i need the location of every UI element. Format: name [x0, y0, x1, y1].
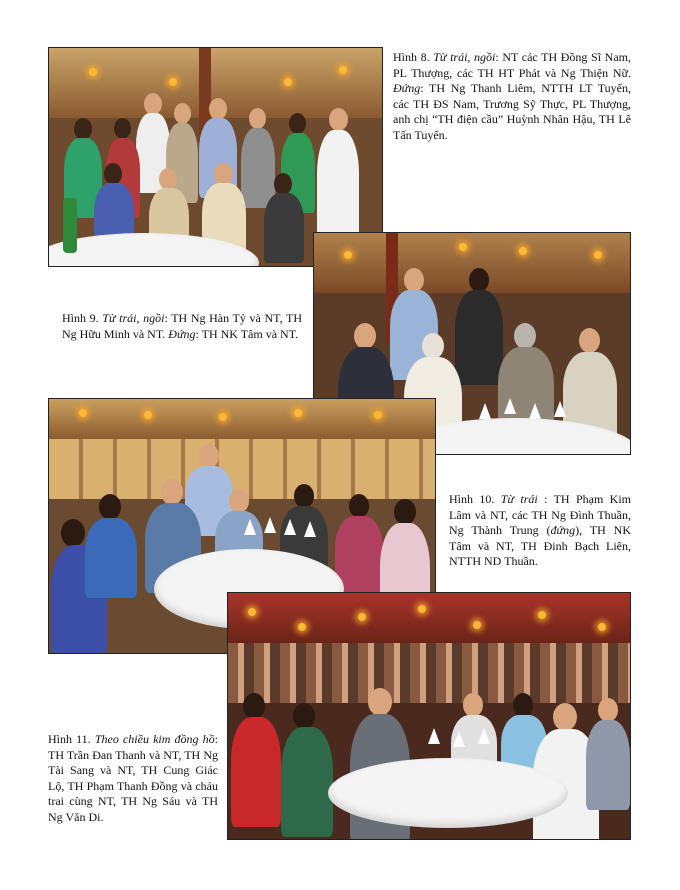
napkin [453, 731, 465, 747]
caption-hinh-11: Hình 11. Theo chiều kim đồng hồ: TH Trần Đan Thanh và NT, TH Ng Tài Sang và NT, TH Cung Giác Lộ, TH Phạm Thanh Đồng và cháu trai cùng NT, TH Ng Sáu và TH Ng Văn Di. [48, 732, 219, 824]
photo-ceiling [228, 593, 630, 643]
lamp [358, 613, 366, 621]
lamp [339, 66, 347, 74]
lamp [294, 409, 302, 417]
lamp [284, 78, 292, 86]
lamp [594, 251, 602, 259]
lamp [248, 608, 256, 616]
napkin [554, 401, 566, 417]
lamp [89, 68, 97, 76]
caption-hinh-10: Hình 10. Từ trái : TH Phạm Kim Lâm và NT, các TH Ng Đình Thuần, Ng Thành Trung (đứng), TH NK Tâm và NT, TH Đinh Bạch Liên, NTTH ND Thuần. [449, 492, 632, 568]
napkin [479, 403, 491, 419]
crowd-background [228, 643, 630, 703]
napkin [529, 403, 541, 419]
lamp [219, 413, 227, 421]
napkin [264, 517, 276, 533]
napkin [478, 728, 490, 744]
lamp [144, 411, 152, 419]
bottle [63, 198, 77, 253]
photo-ceiling [49, 399, 435, 439]
caption-hinh-9: Hình 9. Từ trái, ngồi: TH Ng Hàn Tỷ và NT, TH Ng Hữu Minh và NT. Đứng: TH NK Tâm và NT. [62, 311, 303, 341]
dining-table [328, 758, 568, 828]
lamp [169, 78, 177, 86]
lamp [459, 243, 467, 251]
photo-hinh-11 [227, 592, 631, 840]
lamp [418, 605, 426, 613]
lamp [598, 623, 606, 631]
napkin [284, 519, 296, 535]
lamp [473, 621, 481, 629]
lamp [538, 611, 546, 619]
lamp [519, 247, 527, 255]
lamp [298, 623, 306, 631]
lamp [374, 411, 382, 419]
lamp [79, 409, 87, 417]
napkin [244, 519, 256, 535]
napkin [428, 728, 440, 744]
napkin [504, 398, 516, 414]
napkin [304, 521, 316, 537]
lamp [344, 251, 352, 259]
caption-hinh-8: Hình 8. Từ trái, ngồi: NT các TH Đồng Sĩ Nam, PL Thượng, các TH HT Phát và Ng Thiện Nữ. Đứng: TH Ng Thanh Liêm, NTTH LT Tuyến, các TH ĐS Nam, Trương Sỹ Thực, PL Thượng, anh chị “TH điện cầu” Huỳnh Nhân Hậu, TH Lê Tấn Tuyển. [393, 50, 632, 142]
